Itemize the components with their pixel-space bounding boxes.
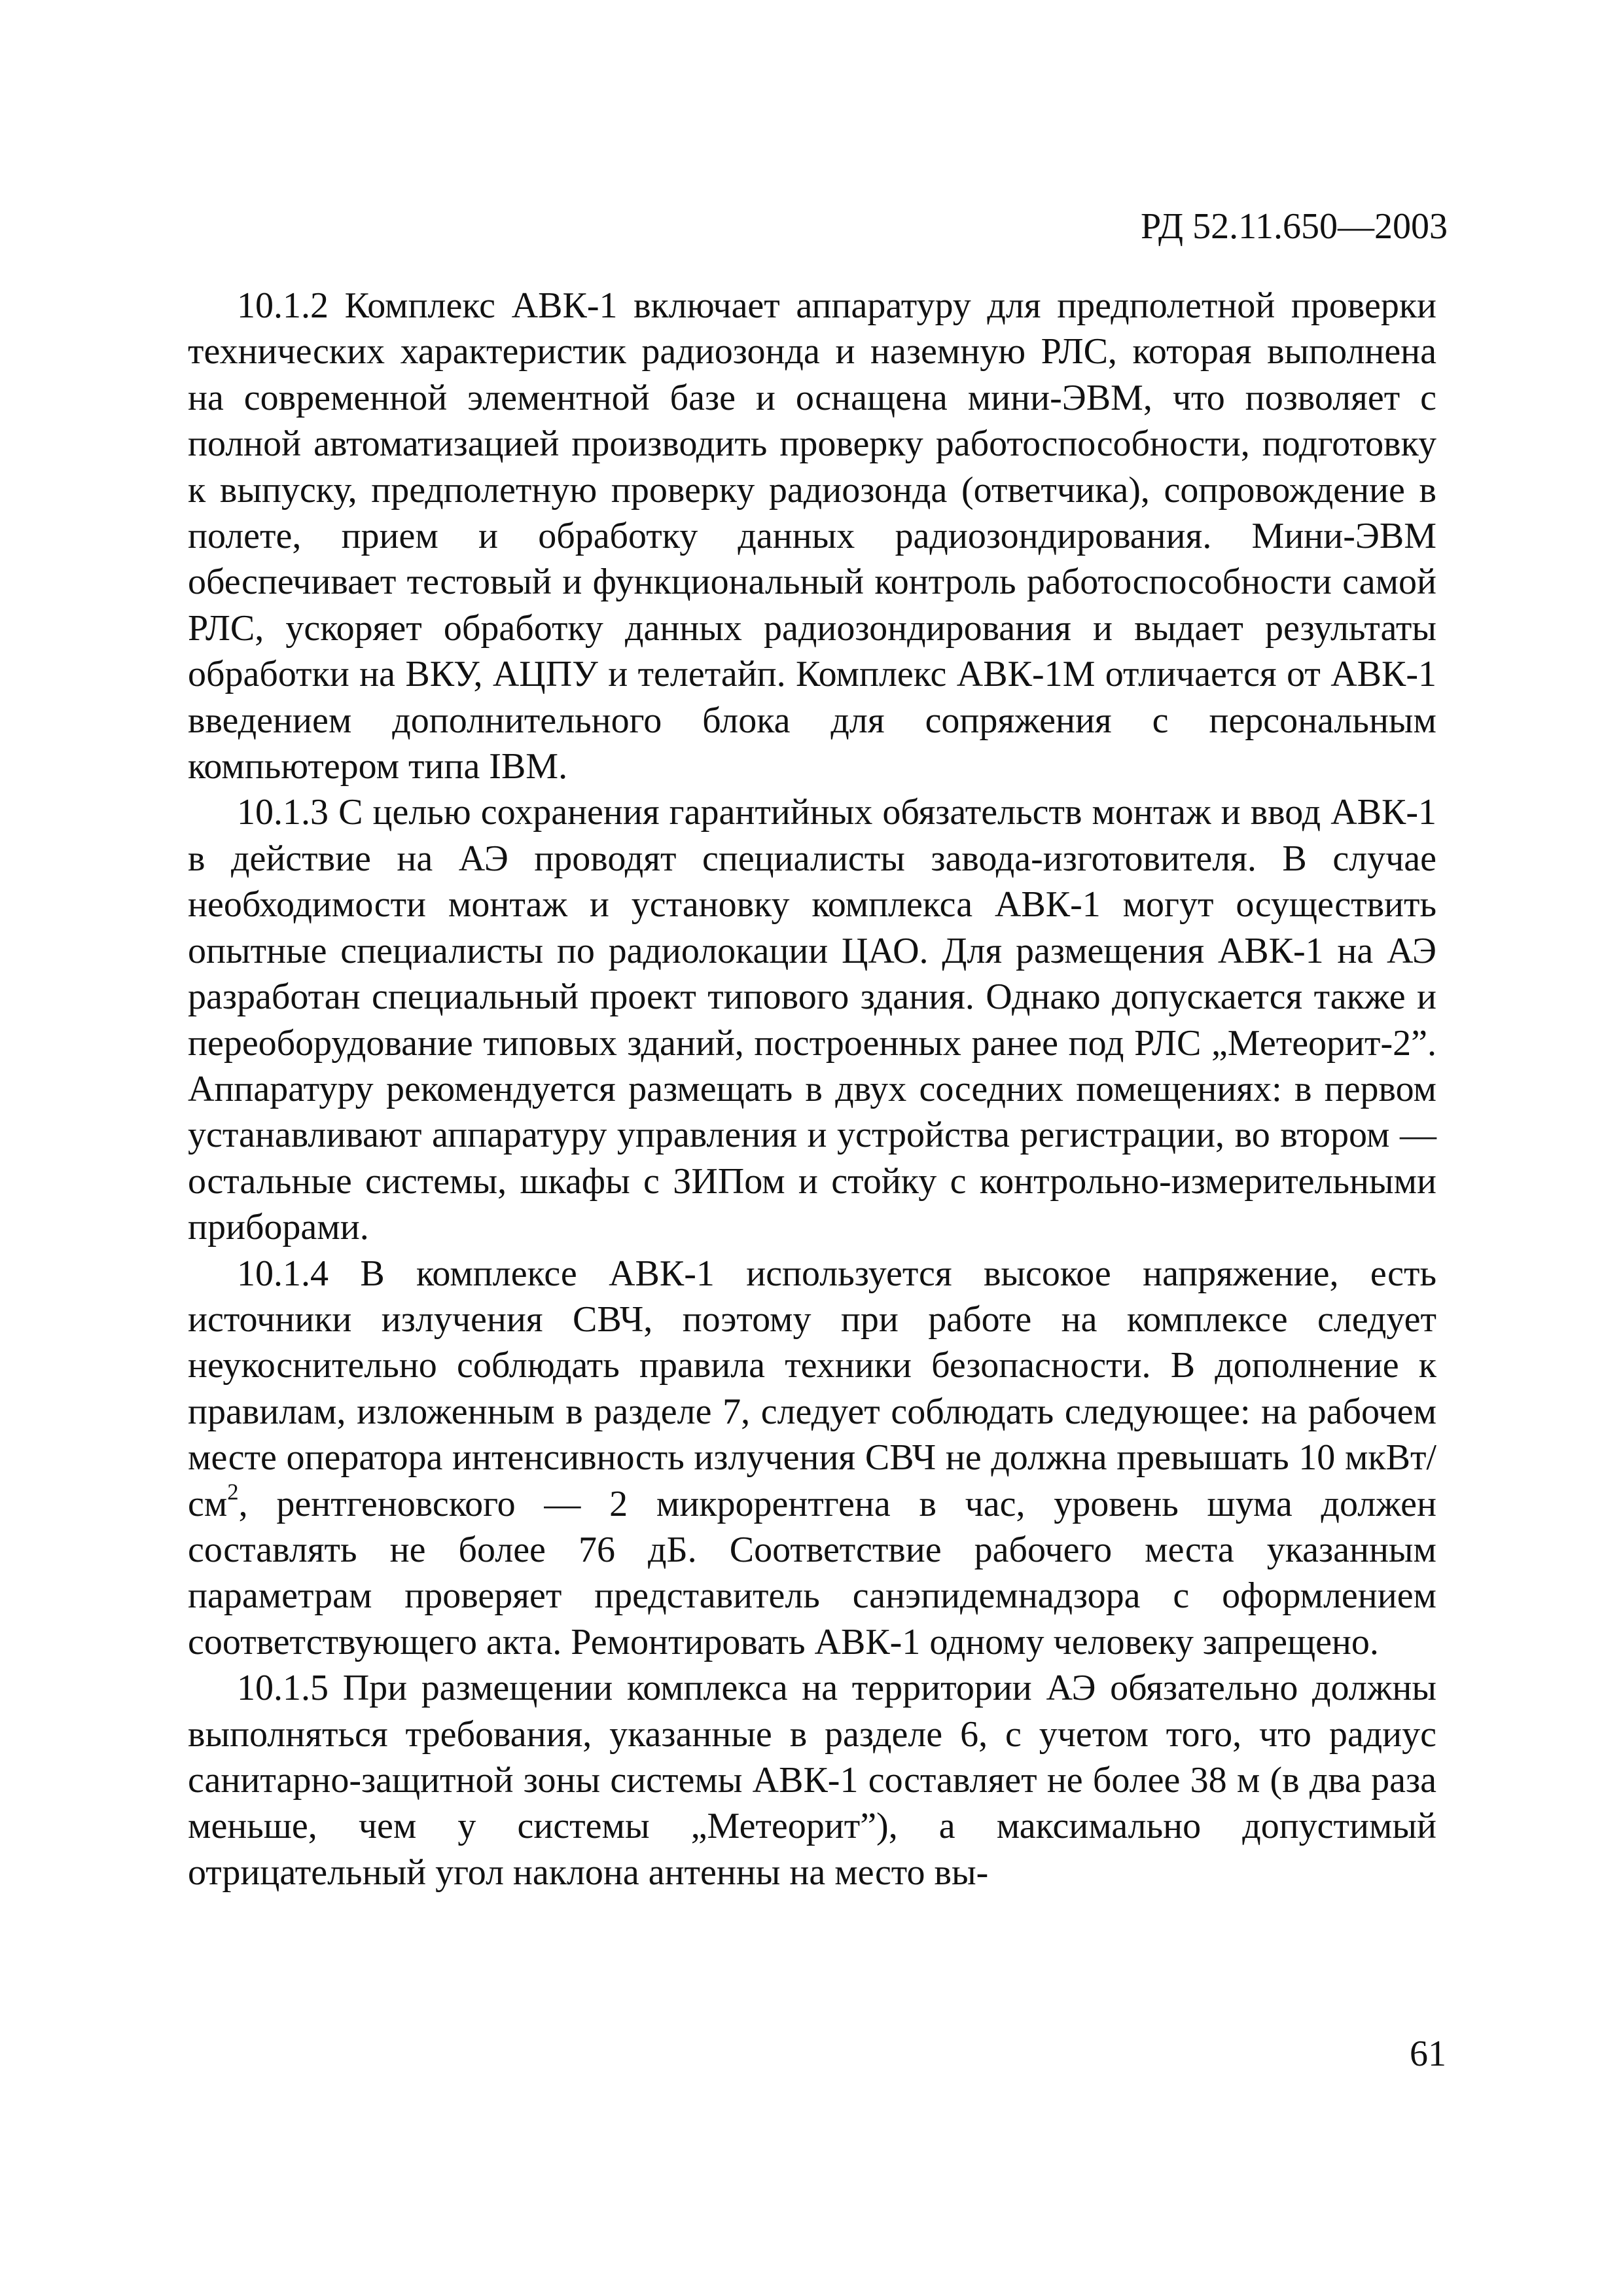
paragraph-10-1-4-before: 10.1.4 В комплексе АВК-1 используется высокое напряжение, есть источники излучения СВЧ, поэтому при работе на комплексе следует неукоснительно соблюдать правила техники безопасности. В дополнение к правилам, изложенным в разделе 7, следует соблюдать следующее: на рабочем месте оператора интенсивность излучения СВЧ не должна превышать 10 мкВт/см — [188, 1253, 1436, 1524]
paragraph-10-1-4 — [188, 1251, 1436, 1666]
paragraph-10-1-3: 10.1.3 С целью сохранения гарантийных обязательств монтаж и ввод АВК-1 в действие на АЭ проводят специалисты завода-изготовителя. В случае необходимости монтаж и установку комплекса АВК-1 могут осуществить опытные специалисты по радиолокации ЦАО. Для размещения АВК-1 на АЭ разработан специальный проект типового здания. Однако допускается также и переоборудование типовых зданий, построенных ранее под РЛС „Метеорит-2”. Аппаратуру рекомендуется размещать в двух соседних помещениях: в первом устанавливают аппаратуру управления и устройства регистрации, во втором — остальные системы, шкафы с ЗИПом и стойку с контрольно-измерительными приборами. — [188, 792, 1436, 1248]
paragraph-10-1-5: 10.1.5 При размещении комплекса на территории АЭ обязательно должны выполняться требования, указанные в разделе 6, с учетом того, что радиус санитарно-защитной зоны системы АВК-1 составляет не более 38 м (в два раза меньше, чем у системы „Метеорит”), а максимально допустимый отрицательный угол наклона антенны на место вы- — [188, 1668, 1436, 1893]
body-text — [188, 283, 1436, 1895]
square-superscript: 2 — [227, 1479, 239, 1505]
page-number: 61 — [1410, 2034, 1446, 2074]
paragraph-10-1-4-after: , рентгеновского — 2 микрорентгена в час, уровень шума должен составлять не более 76 дБ. Соответствие рабочего места указанным параметрам проверяет представитель санэпидемнадзора с оформлением соответствующего акта. Ремонтировать АВК-1 одному человеку запрещено. — [188, 1483, 1436, 1662]
document-code: РД 52.11.650—2003 — [1140, 206, 1448, 247]
paragraph-10-1-2: 10.1.2 Комплекс АВК-1 включает аппаратуру для предполетной проверки технических характеристик радиозонда и наземную РЛС, которая выполнена на современной элементной базе и оснащена мини-ЭВМ, что позволяет с полной автоматизацией производить проверку работоспособности, подготовку к выпуску, предполетную проверку радиозонда (ответчика), сопровождение в полете, прием и обработку данных радиозондирования. Мини-ЭВМ обеспечивает тестовый и функциональный контроль работоспособности самой РЛС, ускоряет обработку данных радиозондирования и выдает результаты обработки на ВКУ, АЦПУ и телетайп. Комплекс АВК-1М отличается от АВК-1 введением дополнительного блока для сопряжения с персональным компьютером типа IBM. — [188, 285, 1436, 787]
